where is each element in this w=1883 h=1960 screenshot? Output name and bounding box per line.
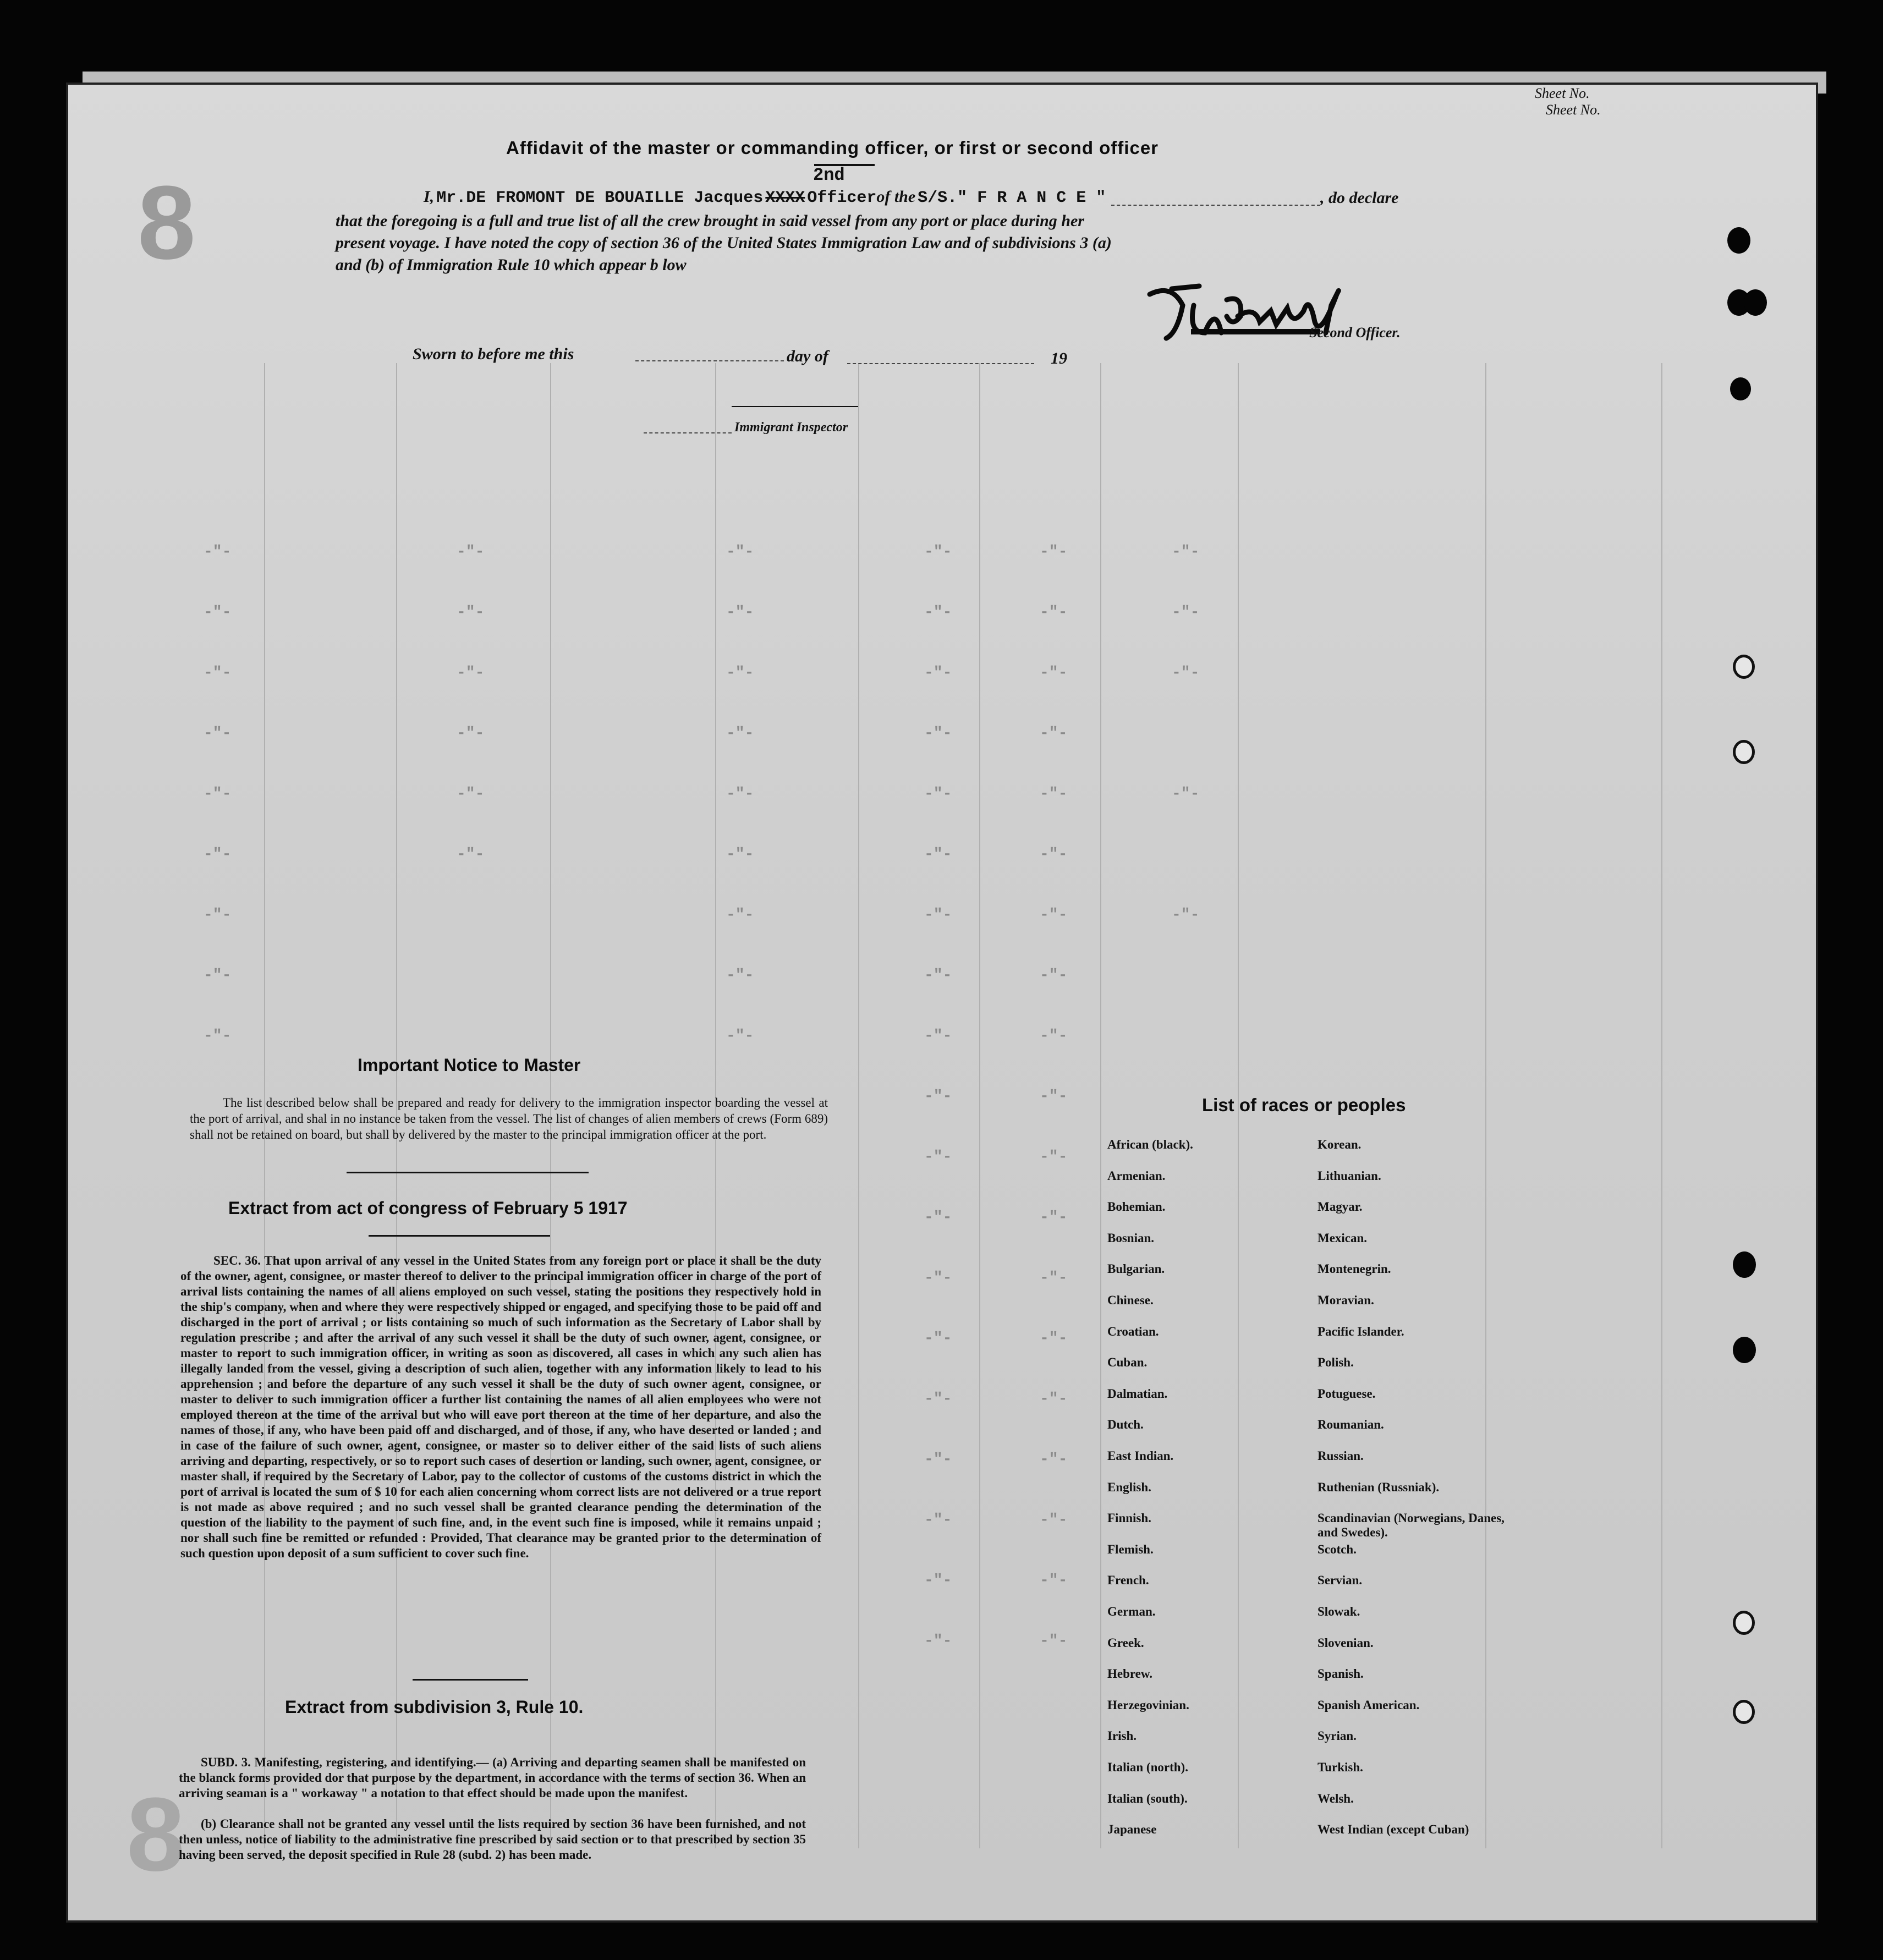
divider [413,1679,528,1681]
svg-text:-"-: -"- [457,846,485,863]
svg-text:-"-: -"- [457,604,485,621]
race-item: Dutch. [1107,1418,1144,1432]
race-item: Korean. [1317,1138,1362,1151]
affidavit-line-3: present voyage. I have noted the copy of section 36 of the United States Immigration Law and of subdivisions 3 (a) [336,234,1112,252]
sheet-number-label: Sheet No. [1546,102,1601,118]
officer-label: Officer [807,189,877,207]
divider [347,1172,589,1173]
race-item: Ruthenian (Russniak). [1317,1480,1440,1494]
extract-act-title: Extract from act of congress of February 5 1917 [228,1198,628,1218]
race-item: African (black). [1107,1138,1193,1151]
binder-hole [1727,227,1750,254]
race-item: Bosnian. [1107,1231,1155,1245]
rule-10-para-a: SUBD. 3. Manifesting, registering, and identifying.— (a) Arriving and departing seamen shall be manifested on the blanck forms provided dor that purpose by the department, in accordance with the terms of section 36. When an arriving seaman is a " workaway " a notation to that effect should be made upon the manifest. [179,1755,806,1800]
binder-hole [1733,1337,1756,1363]
race-item: Potuguese. [1317,1386,1376,1401]
svg-text:-"-: -"- [204,543,232,561]
svg-text:8: 8 [138,165,196,270]
svg-text:-"-: -"- [924,725,952,742]
svg-text:-"-: -"- [924,1209,952,1226]
svg-text:-"-: -"- [924,1391,952,1408]
svg-text:-"-: -"- [924,1149,952,1166]
svg-text:-"-: -"- [726,907,754,924]
affidavit-line-4: and (b) of Immigration Rule 10 which appear b low [336,256,687,274]
struck-text: XXXX [765,189,805,207]
svg-text:-"-: -"- [924,1633,952,1650]
svg-text:-"-: -"- [204,907,232,924]
svg-text:-"-: -"- [924,967,952,984]
svg-text:-"-: -"- [1172,786,1200,803]
page-number-stamp [132,165,204,270]
svg-text:-"-: -"- [457,725,485,742]
svg-text:-"-: -"- [924,1330,952,1347]
race-item: Spanish American. [1317,1698,1420,1712]
sheet-number-label: Sheet No. [1535,85,1590,101]
svg-text:-"-: -"- [1040,1512,1068,1529]
svg-text:-"-: -"- [1040,604,1068,621]
svg-text:-"-: -"- [726,786,754,803]
year-text: 19 [1051,349,1067,367]
race-item: Chinese. [1107,1293,1154,1307]
race-item: Italian (south). [1107,1791,1188,1805]
race-item: Slowak. [1317,1605,1360,1618]
svg-text:8: 8 [127,1777,185,1881]
race-item: Spanish. [1317,1667,1364,1681]
svg-text:-"-: -"- [924,907,952,924]
svg-text:-"-: -"- [1172,604,1200,621]
binder-hole [1744,289,1767,316]
affidavit-title: Affidavit of the master or commanding officer, or first or second officer [506,138,1159,158]
svg-text:-"-: -"- [924,1028,952,1045]
svg-text:-"-: -"- [726,725,754,742]
svg-text:-"-: -"- [204,1028,232,1045]
svg-text:-"-: -"- [924,1512,952,1529]
race-item: Polish. [1317,1355,1354,1370]
race-item: Italian (north). [1107,1760,1188,1774]
day-of-text: day of [787,347,828,365]
race-item: Roumanian. [1317,1418,1384,1432]
svg-text:-"-: -"- [1040,1088,1068,1105]
line-prefix: I, [424,188,435,206]
svg-text:-"-: -"- [204,604,232,621]
sworn-text: Sworn to before me this [413,345,574,363]
svg-text:-"-: -"- [1040,1028,1068,1045]
svg-text:-"-: -"- [726,543,754,561]
vessel-fill-line [1111,205,1320,206]
race-item: Magyar. [1317,1200,1363,1214]
svg-text:-"-: -"- [1172,543,1200,561]
svg-text:-"-: -"- [726,604,754,621]
race-item: Scotch. [1317,1542,1357,1556]
svg-text:-"-: -"- [726,967,754,984]
race-item: West Indian (except Cuban) [1317,1822,1469,1837]
svg-text:-"-: -"- [1040,1451,1068,1468]
affidavit-line-2: that the foregoing is a full and true list of all the crew brought in said vessel from any port or place during her [336,212,1084,230]
svg-text:-"-: -"- [1040,543,1068,561]
svg-text:-"-: -"- [1040,1209,1068,1226]
svg-text:-"-: -"- [204,665,232,682]
svg-text:-"-: -"- [924,1572,952,1589]
race-item: Bulgarian. [1107,1262,1165,1276]
section-36-text: SEC. 36. That upon arrival of any vessel in the United States from any foreign port or place it shall be the duty of the owner, agent, consignee, or master thereof to deliver to the principal immigration officer in charge of the port of arrival lists containing the names of all aliens employed on such vessel, stating the positions they respectively hold in the ship's company, when and where they were respectively shipped or engaged, and specifying those to be paid off and discharged in the port of arrival ; or lists containing so much of such information as the Secretary of Labor shall by regulation prescribe ; and after the arrival of any such vessel it shall be the duty of such owner, agent, consignee, or master to report to such immigration officer, in writing as soon as discovered, all cases in which any such alien has illegally landed from the vessel, giving a description of such alien, together with any information likely to lead to his apprehension ; and before the departure of any such vessel it shall be the duty of such owner agent, consignee, or master to deliver to such immigration officer a further list containing the names of all alien employees who were not employed thereon at the time of the arrival but who will eave port thereon at the time of her departure, and also the names of those, if any, who have been paid off and discharged, and of those, if any, who have deserted or landed ; and in case of the failure of such owner, agent, consignee, or master so to deliver either of the said lists of such aliens arriving and departing, respectively, or so to report such cases of desertion or landing, such owner, agent, consignee, or master shall, if required by the Secretary of Labor, pay to the collector of customs of the customs district in which the port of arrival is located the sum of $ 10 for each alien concerning whom correct lists are not delivered or a true report is not made as above required ; and no such vessel shall be granted clearance pending the determination of the question of the liability to the payment of such fine, and, in the event such fine is imposed, while it remains unpaid ; nor shall such fine be remitted or refunded : Provided, That clearance may be granted prior to the determination of such question upon deposit of a sum sufficient to cover such fine. [180,1254,821,1560]
binder-hole [1733,1251,1756,1278]
race-item: Servian. [1317,1573,1363,1588]
binder-hole [1730,377,1751,400]
inspector-signature-line [732,406,858,407]
inspector-fill [644,432,732,433]
svg-text:-"-: -"- [1040,665,1068,682]
svg-text:-"-: -"- [457,543,485,561]
race-item: East Indian. [1107,1449,1174,1463]
race-item: English. [1107,1480,1151,1494]
notice-title: Important Notice to Master [358,1055,581,1075]
signature-title: Second Officer. [1309,325,1401,341]
race-item: Armenian. [1107,1168,1166,1183]
svg-text:-"-: -"- [924,1270,952,1287]
race-item: Welsh. [1317,1791,1354,1805]
binder-hole [1733,1611,1755,1635]
race-item: French. [1107,1573,1149,1588]
officer-rank-annotation: 2nd [813,165,845,185]
svg-text:-"-: -"- [1040,846,1068,863]
inspector-label: Immigrant Inspector [734,420,848,435]
svg-text:-"-: -"- [1040,1633,1068,1650]
svg-text:-"-: -"- [1172,665,1200,682]
binder-hole [1733,1700,1755,1724]
race-item: Mexican. [1317,1231,1368,1245]
race-item: Moravian. [1317,1293,1374,1307]
race-item: Scandinavian (Norwegians, Danes, and Swedes). [1317,1511,1505,1540]
svg-text:-"-: -"- [1040,786,1068,803]
divider [369,1235,550,1237]
svg-text:-"-: -"- [726,665,754,682]
svg-text:-"-: -"- [924,846,952,863]
race-item: Finnish. [1107,1511,1151,1525]
svg-text:-"-: -"- [1172,907,1200,924]
svg-text:-"-: -"- [1040,1391,1068,1408]
svg-text:-"-: -"- [204,725,232,742]
of-the-text: of the [876,188,916,206]
svg-text:-"-: -"- [204,967,232,984]
svg-text:-"-: -"- [204,846,232,863]
race-item: Syrian. [1317,1729,1357,1743]
race-item: Greek. [1107,1635,1144,1650]
officer-name: Mr.DE FROMONT DE BOUAILLE Jacques [436,189,764,207]
svg-text:-"-: -"- [1040,1270,1068,1287]
extract-rule-title: Extract from subdivision 3, Rule 10. [285,1697,584,1717]
do-declare-text: , do declare [1320,189,1399,207]
svg-text:-"-: -"- [726,846,754,863]
ghost-column-line [1661,363,1662,1848]
svg-text:-"-: -"- [204,786,232,803]
svg-text:-"-: -"- [924,1088,952,1105]
sworn-day-fill [635,360,784,361]
race-item: Pacific Islander. [1317,1324,1404,1338]
binder-hole [1733,655,1755,679]
race-item: Montenegrin. [1317,1262,1391,1276]
race-item: Bohemian. [1107,1200,1166,1214]
svg-text:-"-: -"- [1040,907,1068,924]
race-item: Japanese [1107,1822,1157,1837]
race-item: Flemish. [1107,1542,1154,1556]
race-item: Cuban. [1107,1355,1148,1370]
binder-hole [1733,740,1755,764]
races-title: List of races or peoples [1202,1095,1406,1115]
svg-text:-"-: -"- [1040,1149,1068,1166]
race-item: Herzegovinian. [1107,1698,1189,1712]
notice-body: The list described below shall be prepared and ready for delivery to the immigration inspector boarding the vessel at the port of arrival, and shal in no instance be taken from the vessel. The list of changes of alien members of crews (Form 689) shall not be retained on board, but shall by delivered by the master to the principal immigration officer at the port. [190,1096,828,1141]
svg-text:-"-: -"- [726,1028,754,1045]
svg-text:-"-: -"- [1040,1330,1068,1347]
race-item: Russian. [1317,1449,1364,1463]
svg-text:-"-: -"- [1040,967,1068,984]
svg-text:-"-: -"- [924,1451,952,1468]
svg-text:-"-: -"- [457,786,485,803]
rank-underline [814,164,875,166]
svg-text:-"-: -"- [924,665,952,682]
vessel-name: S/S." F R A N C E " [918,189,1106,207]
svg-text:-"-: -"- [1040,725,1068,742]
race-item: Lithuanian. [1317,1168,1381,1183]
race-item: Turkish. [1317,1760,1363,1774]
race-item: Irish. [1107,1729,1137,1743]
race-item: Dalmatian. [1107,1386,1168,1401]
race-item: Croatian. [1107,1324,1159,1338]
race-item: German. [1107,1605,1156,1618]
race-item: Slovenian. [1317,1635,1374,1650]
svg-text:-"-: -"- [924,604,952,621]
affidavit-line-1 [424,186,1106,208]
svg-text:-"-: -"- [924,543,952,561]
month-fill [847,363,1034,364]
svg-text:-"-: -"- [457,665,485,682]
race-item: Hebrew. [1107,1667,1152,1681]
svg-text:-"-: -"- [924,786,952,803]
rule-10-para-b: (b) Clearance shall not be granted any vessel until the lists required by section 36 have been furnished, and not then unless, notice of liability to the administrative fine prescribed by said section or to that prescribed by section 35 having been served, the deposit specified in Rule 28 (subd. 2) has been made. [179,1817,806,1862]
svg-text:-"-: -"- [1040,1572,1068,1589]
